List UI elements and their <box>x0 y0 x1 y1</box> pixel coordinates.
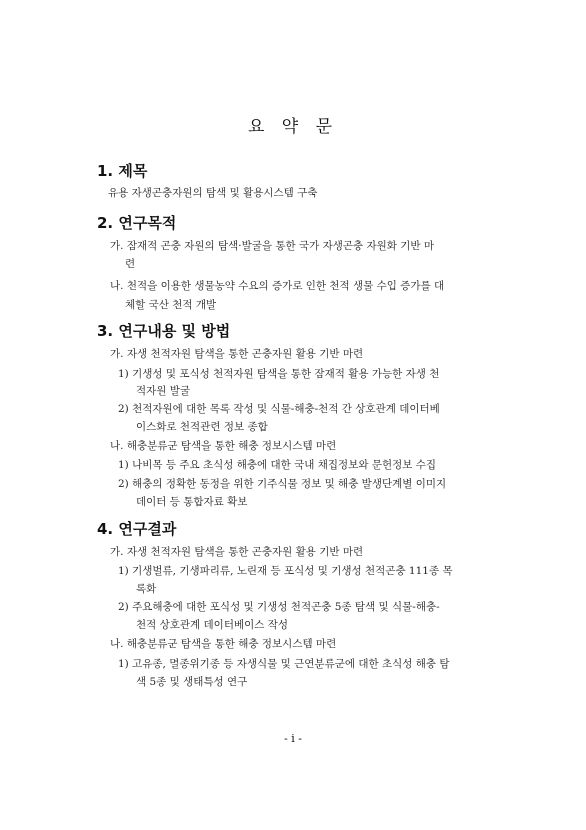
section-4-item-a: 가. 자생 천적자원 탐색을 통한 곤충자원 활용 기반 마련 <box>110 546 364 558</box>
section-4-item-b: 나. 해충분류군 탐색을 통한 해충 정보시스템 마련 <box>110 638 337 650</box>
section-4-heading: 4. 연구결과 <box>97 520 177 538</box>
section-4-item-a1-cont: 록화 <box>136 583 157 595</box>
page-number: - i - <box>284 732 302 745</box>
section-3-item-a2: 2) 천적자원에 대한 목록 작성 및 식물-해충-천적 간 상호관계 데이터베 <box>118 403 440 415</box>
section-2-item-a: 가. 잠재적 곤충 자원의 탐색·발굴을 통한 국가 자생곤충 자원화 기반 마 <box>110 240 435 252</box>
section-2-item-b: 나. 천적을 이용한 생물농약 수요의 증가로 인한 천적 생물 수입 증가를 대 <box>110 280 445 292</box>
section-2-item-a-cont: 련 <box>125 258 136 270</box>
section-4-item-b1-cont: 색 5종 및 생태특성 연구 <box>136 676 248 688</box>
section-3-heading: 3. 연구내용 및 방법 <box>97 322 231 340</box>
section-2-heading: 2. 연구목적 <box>97 214 177 232</box>
section-3-item-a2-cont: 이스화로 천적관련 정보 종합 <box>136 421 268 433</box>
section-3-item-a1-cont: 적자원 발굴 <box>136 385 191 397</box>
section-3-item-b2: 2) 해충의 정확한 동정을 위한 기주식물 정보 및 해충 발생단계별 이미지 <box>118 478 447 490</box>
page-title: 요 약 문 <box>247 117 339 137</box>
section-3-item-a: 가. 자생 천적자원 탐색을 통한 곤충자원 활용 기반 마련 <box>110 348 364 360</box>
section-3-item-b1: 1) 나비목 등 주요 초식성 해충에 대한 국내 채집정보와 문헌정보 수집 <box>118 459 437 471</box>
section-3-item-b2-cont: 데이터 등 통합자료 확보 <box>136 496 248 508</box>
section-2-item-b-cont: 체할 국산 천적 개발 <box>125 299 217 311</box>
section-4-item-a1: 1) 기생벌류, 기생파리류, 노린재 등 포식성 및 기생성 천적곤충 111종 목 <box>118 565 453 577</box>
section-3-item-a1: 1) 기생성 및 포식성 천적자원 탐색을 통한 잠재적 활용 가능한 자생 천 <box>118 368 440 380</box>
section-4-item-a2: 2) 주요해충에 대한 포식성 및 기생성 천적곤충 5종 탐색 및 식물-해충- <box>118 601 440 613</box>
section-3-item-b: 나. 해충분류군 탐색을 통한 해충 정보시스템 마련 <box>110 440 337 452</box>
section-1-text: 유용 자생곤충자원의 탐색 및 활용시스템 구축 <box>108 187 318 199</box>
section-1-heading: 1. 제목 <box>97 162 148 180</box>
section-4-item-b1: 1) 고유종, 멸종위기종 등 자생식물 및 근연분류군에 대한 초식성 해충 탐 <box>118 658 450 670</box>
section-4-item-a2-cont: 천적 상호관계 데이터베이스 작성 <box>136 619 289 631</box>
